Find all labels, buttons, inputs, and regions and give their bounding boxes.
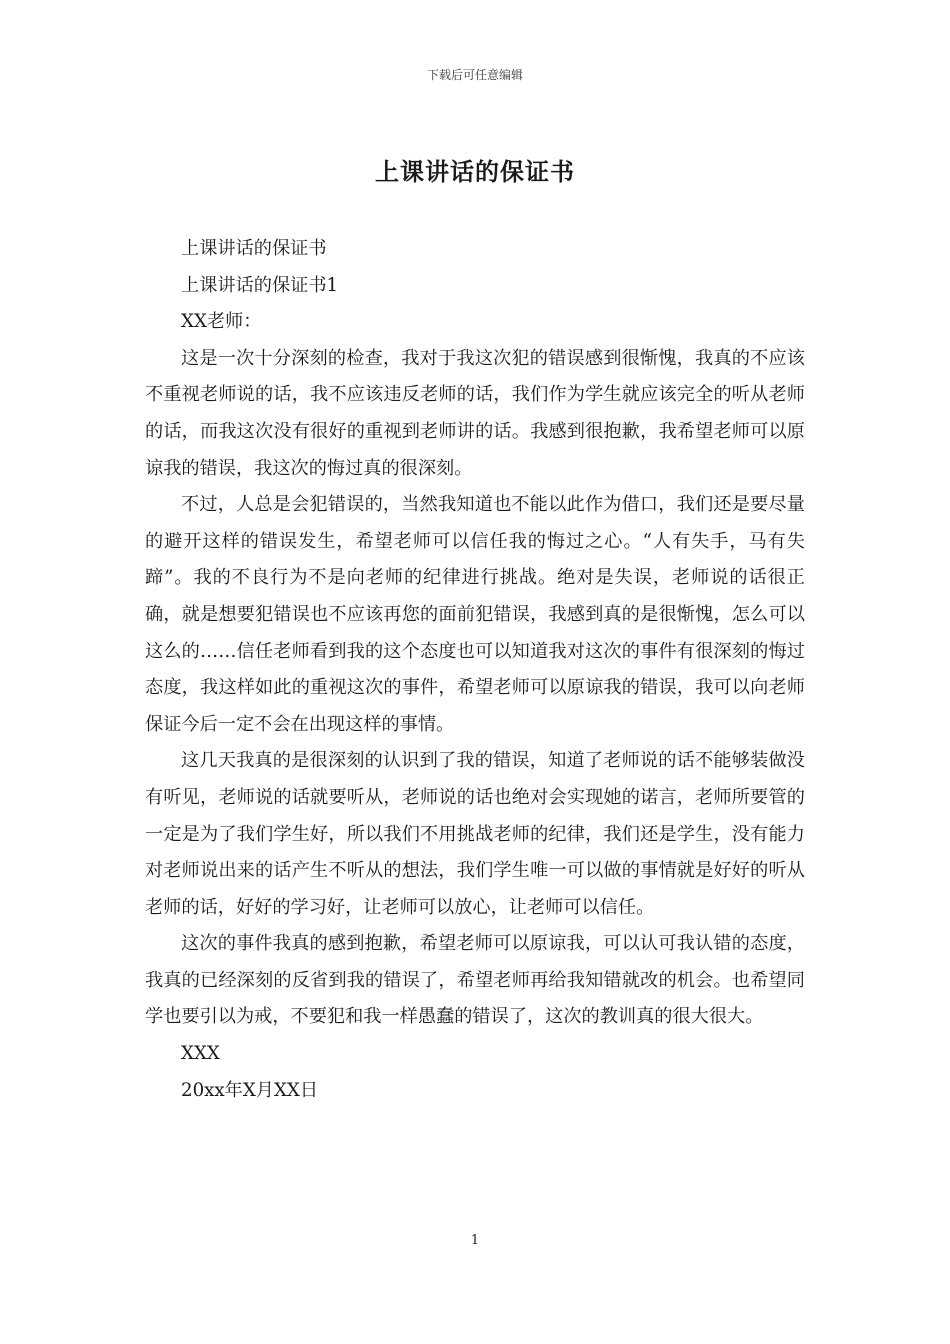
subtitle-numbered-line: 上课讲话的保证书1 [181, 274, 339, 296]
signature-date: 20xx年X月XX日 [181, 1079, 319, 1101]
document-title: 上课讲话的保证书 [375, 158, 575, 186]
paragraph-2: 不过，人总是会犯错误的，当然我知道也不能以此作为借口，我们还是要尽量的避开这样的错误发生，希望老师可以信任我的悔过之心。“人有失手，马有失蹄”。我的不良行为不是向老师的纪律进行挑战。绝对是失误，老师说的话很正确，就是想要犯错误也不应该再您的面前犯错误，我感到真的是很惭愧，怎么可以这么的……信任老师看到我的这个态度也可以知道我对这次的事件有很深刻的悔过态度，我这样如此的重视这次的事件，希望老师可以原谅我的错误，我可以向老师保证今后一定不会在出现这样的事情。 [145, 494, 805, 735]
salutation: XX老师： [181, 311, 262, 333]
signature-name: XXX [181, 1043, 220, 1065]
paragraph-4: 这次的事件我真的感到抱歉，希望老师可以原谅我，可以认可我认错的态度，我真的已经深刻的反省到我的错误了，希望老师再给我知错就改的机会。也希望同学也要引以为戒，不要犯和我一样愚蠢的错误了，这次的教训真的很大很大。 [145, 933, 805, 1028]
paragraph-3: 这几天我真的是很深刻的认识到了我的错误，知道了老师说的话不能够装做没有听见，老师说的话就要听从，老师说的话也绝对会实现她的诺言，老师所要管的一定是为了我们学生好，所以我们不用挑战老师的纪律，我们还是学生，没有能力对老师说出来的话产生不听从的想法，我们学生唯一可以做的事情就是好好的听从老师的话，好好的学习好，让老师可以放心，让老师可以信任。 [145, 750, 805, 918]
paragraph-1: 这是一次十分深刻的检查，我对于我这次犯的错误感到很惭愧，我真的不应该不重视老师说的话，我不应该违反老师的话，我们作为学生就应该完全的听从老师的话，而我这次没有很好的重视到老师讲的话。我感到很抱歉，我希望老师可以原谅我的错误，我这次的悔过真的很深刻。 [145, 347, 805, 479]
page-number: 1 [470, 1233, 480, 1248]
document-body [145, 231, 805, 1109]
subtitle-line: 上课讲话的保证书 [181, 238, 327, 259]
header-note: 下载后可任意编辑 [426, 68, 523, 82]
